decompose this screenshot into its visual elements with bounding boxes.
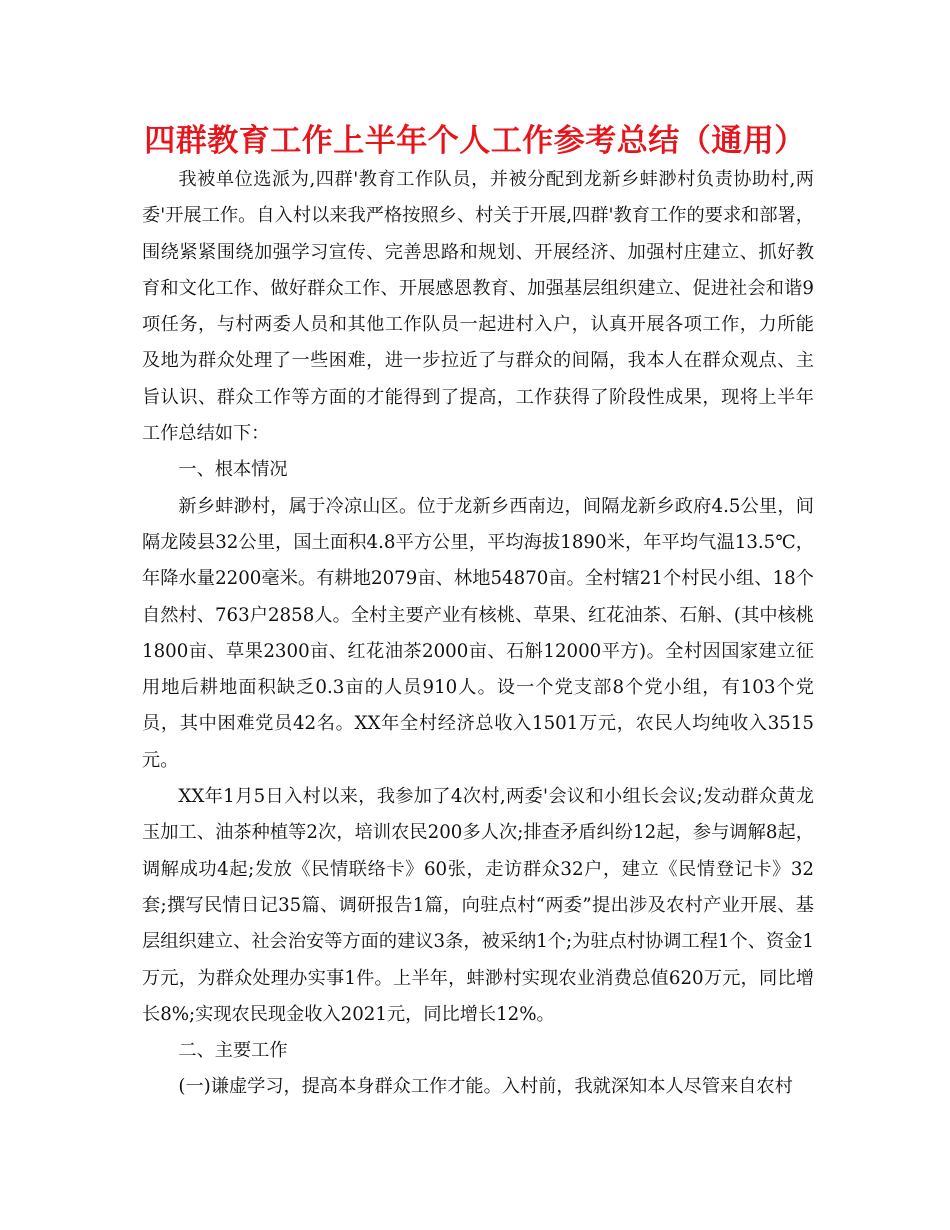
paragraph-subsection-1: (一)谦虚学习，提高本身群众工作才能。入村前，我就深知本人尽管来自农村 bbox=[178, 1076, 793, 1098]
section-heading-basic-situation: 一、根本情况 bbox=[178, 459, 288, 481]
section-heading-main-work: 二、主要工作 bbox=[178, 1040, 288, 1062]
paragraph-village-overview: 新乡蚌渺村，属于冷凉山区。位于龙新乡西南边，间隔龙新乡政府4.5公里，间隔龙陵县32公里，国土面积4.8平方公里，平均海拔1890米，年平均气温13.5℃，年降水量2200毫米。有耕地2079亩、林地54870亩。全村辖21个村民小组、18个自然村、763户2858人。全村主要产业有核桃、草果、红花油茶、石斛、(其中核桃1800亩、草果2300亩、红花油茶2000亩、石斛12000平方)。全村因国家建立征用地后耕地面积缺乏0.3亩的人员910人。设一个党支部8个党小组，有103个党员，其中困难党员42名。XX年全村经济总收入1501万元，农民人均纯收入3515元。 bbox=[142, 495, 814, 771]
document-title: 四群教育工作上半年个人工作参考总结（通用） bbox=[144, 123, 806, 159]
document-body bbox=[142, 162, 814, 1106]
paragraph-intro: 我被单位选派为,四群'教育工作队员，并被分配到龙新乡蚌渺村负责协助村,两委'开展工作。自入村以来我严格按照乡、村关于开展,四群'教育工作的要求和部署，围绕紧紧围绕加强学习宣传、完善思路和规划、开展经济、加强村庄建立、抓好教育和文化工作、做好群众工作、开展感恩教育、加强基层组织建立、促进社会和谐9项任务，与村两委人员和其他工作队员一起进村入户，认真开展各项工作，力所能及地为群众处理了一些困难，进一步拉近了与群众的间隔，我本人在群众观点、主旨认识、群众工作等方面的才能得到了提高，工作获得了阶段性成果，现将上半年工作总结如下： bbox=[142, 169, 814, 445]
paragraph-work-results: XX年1月5日入村以来，我参加了4次村,两委'会议和小组长会议;发动群众黄龙玉加工、油茶种植等2次，培训农民200多人次;排查矛盾纠纷12起，参与调解8起，调解成功4起;发放《民情联络卡》60张，走访群众32户，建立《民情登记卡》32套;撰写民情日记35篇、调研报告1篇，向驻点村“两委”提出涉及农村产业开展、基层组织建立、社会治安等方面的建议3条，被采纳1个;为驻点村协调工程1个、资金1万元，为群众处理办实事1件。上半年，蚌渺村实现农业消费总值620万元，同比增长8%;实现农民现金收入2021元，同比增长12%。 bbox=[142, 786, 814, 1025]
